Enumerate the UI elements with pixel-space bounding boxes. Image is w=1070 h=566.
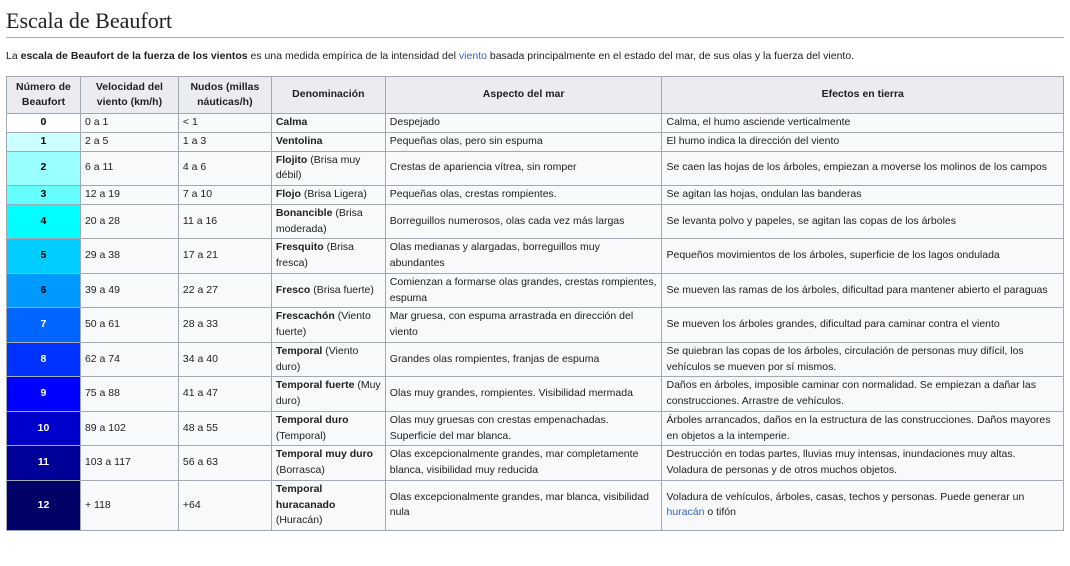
kmh-cell: 75 a 88 [80, 377, 178, 412]
sea-cell: Comienzan a formarse olas grandes, crestas rompientes, espuma [385, 273, 662, 308]
denominacion-cell [271, 273, 385, 308]
knots-cell: 28 a 33 [178, 308, 271, 343]
intro-text: es una medida empírica de la intensidad del [247, 50, 459, 63]
land-cell [662, 151, 1064, 186]
header-aspecto-mar: Aspecto del mar [385, 76, 662, 113]
beaufort-table [6, 76, 1064, 531]
header-efectos-tierra: Efectos en tierra [662, 76, 1064, 113]
knots-cell: 34 a 40 [178, 342, 271, 377]
denominacion-alt: (Brisa muy débil) [275, 153, 361, 182]
denominacion-cell [271, 186, 385, 205]
sea-cell: Olas muy gruesas con crestas empenachadas. Superficie del mar blanca. [385, 411, 662, 446]
sea-cell: Pequeñas olas, crestas rompientes. [385, 186, 662, 205]
table-row [7, 114, 1064, 133]
denominacion-alt: (Brisa fuerte) [310, 283, 374, 296]
land-text: Se mueven los árboles grandes, dificultad para caminar contra el viento [666, 318, 1000, 331]
beaufort-number-cell: 12 [7, 480, 81, 530]
denominacion-cell [271, 132, 385, 151]
land-cell [662, 114, 1064, 133]
sea-cell: Olas excepcionalmente grandes, mar completamente blanca, visibilidad muy reducida [385, 446, 662, 481]
beaufort-number-cell: 4 [7, 204, 81, 239]
beaufort-number-cell: 9 [7, 377, 81, 412]
denominacion-name: Temporal muy duro [275, 448, 374, 461]
denominacion-cell [271, 204, 385, 239]
kmh-cell: 20 a 28 [80, 204, 178, 239]
knots-cell: 17 a 21 [178, 239, 271, 274]
denominacion-cell [271, 446, 385, 481]
land-cell [662, 411, 1064, 446]
huracan-link[interactable]: huracán [666, 506, 705, 519]
denominacion-name: Frescachón [275, 310, 335, 323]
kmh-cell: 29 a 38 [80, 239, 178, 274]
denominacion-alt: (Viento fuerte) [275, 310, 371, 338]
kmh-cell: 12 a 19 [80, 186, 178, 205]
header-denominacion: Denominación [271, 76, 385, 113]
land-text: Se levanta polvo y papeles, se agitan las copas de los árboles [666, 214, 957, 227]
land-text: Calma, el humo asciende verticalmente [666, 116, 851, 128]
denominacion-name: Temporal [275, 344, 323, 357]
denominacion-cell [271, 377, 385, 412]
kmh-cell: 39 a 49 [80, 273, 178, 308]
kmh-cell: 103 a 117 [80, 446, 178, 481]
denominacion-cell [271, 239, 385, 274]
beaufort-number-cell: 0 [7, 114, 81, 133]
kmh-cell: 2 a 5 [80, 132, 178, 151]
denominacion-cell [271, 308, 385, 343]
knots-cell: < 1 [178, 114, 271, 133]
land-cell [662, 204, 1064, 239]
kmh-cell: 6 a 11 [80, 151, 178, 186]
header-velocidad: Velocidad del viento (km/h) [80, 76, 178, 113]
denominacion-cell [271, 342, 385, 377]
table-row [7, 239, 1064, 274]
intro-bold-term: escala de Beaufort de la fuerza de los vientos [20, 50, 248, 63]
kmh-cell: + 118 [80, 480, 178, 530]
intro-text: La [6, 50, 21, 63]
table-row [7, 342, 1064, 377]
sea-cell: Crestas de apariencia vítrea, sin romper [385, 151, 662, 186]
land-text: Se mueven las ramas de los árboles, dificultad para mantener abierto el paraguas [666, 283, 1048, 296]
sea-cell: Pequeñas olas, pero sin espuma [385, 132, 662, 151]
header-numero: Número de Beaufort [7, 76, 81, 113]
table-row [7, 132, 1064, 151]
table-row [7, 204, 1064, 239]
beaufort-number-cell: 8 [7, 342, 81, 377]
denominacion-name: Calma [275, 116, 308, 128]
sea-cell: Borreguillos numerosos, olas cada vez más largas [385, 204, 662, 239]
land-cell [662, 342, 1064, 377]
sea-cell: Olas muy grandes, rompientes. Visibilidad mermada [385, 377, 662, 412]
denominacion-cell [271, 114, 385, 133]
viento-link[interactable]: viento [458, 50, 487, 63]
header-nudos: Nudos (millas náuticas/h) [178, 76, 271, 113]
denominacion-alt: (Borrasca) [275, 464, 325, 476]
land-cell [662, 446, 1064, 481]
kmh-cell: 0 a 1 [80, 114, 178, 133]
knots-cell: 1 a 3 [178, 132, 271, 151]
beaufort-number-cell: 11 [7, 446, 81, 481]
beaufort-number-cell: 7 [7, 308, 81, 343]
beaufort-number-cell: 10 [7, 411, 81, 446]
denominacion-alt: (Temporal) [275, 429, 327, 442]
denominacion-name: Temporal duro [275, 413, 349, 426]
knots-cell: +64 [178, 480, 271, 530]
beaufort-number-cell: 2 [7, 151, 81, 186]
land-text: Árboles arrancados, daños en la estructura de las construcciones. Daños mayores en objetos a la intemperie. [666, 413, 1051, 442]
sea-cell: Despejado [385, 114, 662, 133]
denominacion-name: Flojito [275, 153, 308, 166]
sea-cell: Olas excepcionalmente grandes, mar blanca, visibilidad nula [385, 480, 662, 530]
knots-cell: 56 a 63 [178, 446, 271, 481]
land-text: Destrucción en todas partes, lluvias muy intensas, inundaciones muy altas. Voladura de personas y de otros muchos objetos. [666, 448, 1016, 476]
table-row [7, 446, 1064, 481]
denominacion-alt: (Brisa fresca) [275, 241, 355, 269]
denominacion-alt: (Viento duro) [275, 344, 359, 373]
intro-text: basada principalmente en el estado del mar, de sus olas y la fuerza del viento. [486, 50, 855, 63]
denominacion-name: Temporal fuerte [275, 379, 355, 392]
knots-cell: 41 a 47 [178, 377, 271, 412]
page-title: Escala de Beaufort [6, 0, 1064, 38]
kmh-cell: 62 a 74 [80, 342, 178, 377]
table-row [7, 308, 1064, 343]
land-cell [662, 132, 1064, 151]
table-header-row [7, 76, 1064, 113]
kmh-cell: 50 a 61 [80, 308, 178, 343]
knots-cell: 48 a 55 [178, 411, 271, 446]
land-cell [662, 186, 1064, 205]
beaufort-number-cell: 5 [7, 239, 81, 274]
denominacion-name: Ventolina [275, 134, 323, 147]
land-text: Pequeños movimientos de los árboles, superficie de los lagos ondulada [666, 249, 1000, 262]
denominacion-alt: (Brisa moderada) [275, 206, 363, 235]
land-text: Se quiebran las copas de los árboles, circulación de personas muy difícil, los vehículos se mueven por sí mismos. [666, 344, 1024, 373]
denominacion-alt: (Huracán) [275, 514, 323, 527]
kmh-cell: 89 a 102 [80, 411, 178, 446]
knots-cell: 11 a 16 [178, 204, 271, 239]
intro-paragraph [6, 49, 1064, 63]
denominacion-alt: (Muy duro) [275, 379, 381, 407]
land-text: Daños en árboles, imposible caminar con normalidad. Se empiezan a dañar las construcciones. Arrastre de vehículos. [666, 379, 1036, 407]
land-cell [662, 308, 1064, 343]
knots-cell: 4 a 6 [178, 151, 271, 186]
land-text-post: o tifón [704, 506, 736, 519]
beaufort-number-cell: 3 [7, 186, 81, 205]
land-cell [662, 273, 1064, 308]
land-cell [662, 377, 1064, 412]
denominacion-cell [271, 151, 385, 186]
denominacion-name: Temporal huracanado [275, 482, 336, 511]
table-row [7, 151, 1064, 186]
denominacion-name: Flojo [275, 188, 301, 200]
table-row [7, 273, 1064, 308]
denominacion-cell [271, 480, 385, 530]
land-text: Voladura de vehículos, árboles, casas, techos y personas. Puede generar un [666, 490, 1025, 503]
denominacion-alt: (Brisa Ligera) [300, 188, 367, 200]
denominacion-name: Fresquito [275, 241, 324, 254]
denominacion-cell [271, 411, 385, 446]
denominacion-name: Bonancible [275, 206, 333, 219]
table-row [7, 186, 1064, 205]
land-text: Se agitan las hojas, ondulan las banderas [666, 188, 862, 200]
table-row [7, 377, 1064, 412]
sea-cell: Olas medianas y alargadas, borreguillos muy abundantes [385, 239, 662, 274]
land-cell [662, 239, 1064, 274]
knots-cell: 22 a 27 [178, 273, 271, 308]
beaufort-number-cell: 6 [7, 273, 81, 308]
denominacion-name: Fresco [275, 283, 311, 296]
sea-cell: Mar gruesa, con espuma arrastrada en dirección del viento [385, 308, 662, 343]
land-text: El humo indica la dirección del viento [666, 134, 840, 147]
table-row [7, 480, 1064, 530]
land-text: Se caen las hojas de los árboles, empiezan a moverse los molinos de los campos [666, 161, 1048, 174]
knots-cell: 7 a 10 [178, 186, 271, 205]
land-cell [662, 480, 1064, 530]
table-row [7, 411, 1064, 446]
sea-cell: Grandes olas rompientes, franjas de espuma [385, 342, 662, 377]
beaufort-number-cell: 1 [7, 132, 81, 151]
